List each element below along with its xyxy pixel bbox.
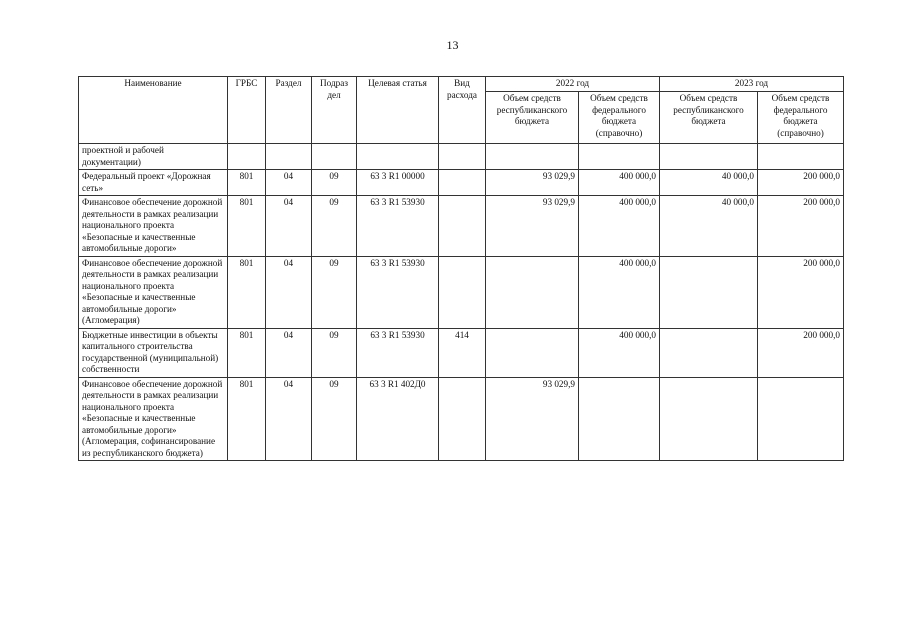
row-rep-2023: 40 000,0 [660, 170, 758, 196]
header-target-article: Целевая статья [357, 77, 439, 144]
row-fed-2022 [579, 144, 660, 170]
row-rep-2022 [486, 256, 579, 328]
row-rep-2023 [660, 377, 758, 461]
row-fed-2023: 200 000,0 [758, 170, 844, 196]
row-podrazdel: 09 [312, 256, 357, 328]
header-fed-budget-2022: Объем средств федерального бюджета (справочно) [579, 92, 660, 144]
row-grbs: 801 [228, 377, 266, 461]
row-grbs: 801 [228, 196, 266, 257]
header-expense-type: Вид расхода [439, 77, 486, 144]
row-fed-2022 [579, 377, 660, 461]
row-podrazdel [312, 144, 357, 170]
row-rep-2023 [660, 328, 758, 377]
row-target: 63 3 R1 402Д0 [357, 377, 439, 461]
table-row [79, 377, 844, 461]
row-name: Финансовое обеспечение дорожной деятельности в рамках реализации национального проекта «Безопасные и качественные автомобильные дороги» (Агломерация) [79, 256, 228, 328]
row-fed-2022: 400 000,0 [579, 256, 660, 328]
header-podrazdel: Подраз дел [312, 77, 357, 144]
row-fed-2022: 400 000,0 [579, 170, 660, 196]
row-fed-2023 [758, 144, 844, 170]
row-target: 63 3 R1 53930 [357, 328, 439, 377]
row-grbs: 801 [228, 256, 266, 328]
header-rep-budget-2023: Объем средств республиканского бюджета [660, 92, 758, 144]
row-target: 63 3 R1 53930 [357, 256, 439, 328]
header-name: Наименование [79, 77, 228, 144]
row-razdel: 04 [266, 196, 312, 257]
row-fed-2022: 400 000,0 [579, 328, 660, 377]
row-grbs [228, 144, 266, 170]
row-name: Бюджетные инвестиции в объекты капитального строительства государственной (муниципальной) собственности [79, 328, 228, 377]
row-name: Финансовое обеспечение дорожной деятельности в рамках реализации национального проекта «Безопасные и качественные автомобильные дороги» (Агломерация, софинансирование из республиканского бюджета) [79, 377, 228, 461]
row-vid [439, 377, 486, 461]
row-razdel: 04 [266, 328, 312, 377]
header-year-2022: 2022 год [486, 77, 660, 92]
row-podrazdel: 09 [312, 377, 357, 461]
row-fed-2023: 200 000,0 [758, 328, 844, 377]
row-vid [439, 196, 486, 257]
row-target: 63 3 R1 00000 [357, 170, 439, 196]
row-podrazdel: 09 [312, 328, 357, 377]
row-fed-2023: 200 000,0 [758, 256, 844, 328]
row-rep-2023 [660, 256, 758, 328]
row-razdel: 04 [266, 170, 312, 196]
table-row [79, 328, 844, 377]
header-rep-budget-2022: Объем средств республиканского бюджета [486, 92, 579, 144]
row-vid [439, 144, 486, 170]
row-rep-2023 [660, 144, 758, 170]
row-rep-2022 [486, 144, 579, 170]
row-vid [439, 170, 486, 196]
table-row [79, 170, 844, 196]
row-fed-2023: 200 000,0 [758, 196, 844, 257]
row-fed-2023 [758, 377, 844, 461]
row-rep-2023: 40 000,0 [660, 196, 758, 257]
header-grbs: ГРБС [228, 77, 266, 144]
header-year-2023: 2023 год [660, 77, 844, 92]
row-grbs: 801 [228, 328, 266, 377]
row-razdel [266, 144, 312, 170]
row-grbs: 801 [228, 170, 266, 196]
table-row [79, 256, 844, 328]
row-fed-2022: 400 000,0 [579, 196, 660, 257]
header-fed-budget-2023: Объем средств федерального бюджета (справочно) [758, 92, 844, 144]
row-target [357, 144, 439, 170]
row-razdel: 04 [266, 377, 312, 461]
page-number: 13 [446, 38, 459, 52]
table-row [79, 196, 844, 257]
row-podrazdel: 09 [312, 170, 357, 196]
row-target: 63 3 R1 53930 [357, 196, 439, 257]
row-name: Федеральный проект «Дорожная сеть» [79, 170, 228, 196]
row-name: проектной и рабочей документации) [79, 144, 228, 170]
budget-table [78, 76, 844, 461]
row-razdel: 04 [266, 256, 312, 328]
header-razdel: Раздел [266, 77, 312, 144]
row-name: Финансовое обеспечение дорожной деятельности в рамках реализации национального проекта «Безопасные и качественные автомобильные дороги» [79, 196, 228, 257]
row-rep-2022: 93 029,9 [486, 377, 579, 461]
row-vid: 414 [439, 328, 486, 377]
table-row [79, 144, 844, 170]
row-rep-2022: 93 029,9 [486, 196, 579, 257]
header-row-years [79, 77, 844, 92]
row-vid [439, 256, 486, 328]
row-podrazdel: 09 [312, 196, 357, 257]
row-rep-2022 [486, 328, 579, 377]
row-rep-2022: 93 029,9 [486, 170, 579, 196]
